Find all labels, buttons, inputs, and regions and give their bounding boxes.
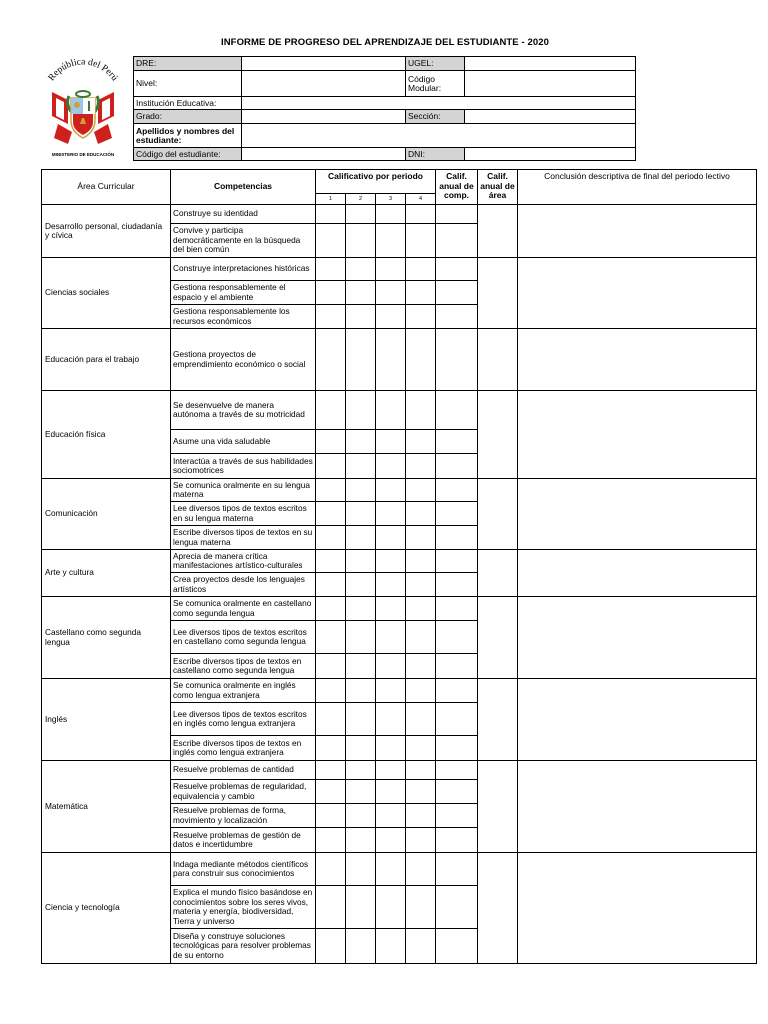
area-name: Educación física bbox=[42, 391, 171, 479]
annual-competency-grade-cell[interactable] bbox=[436, 391, 478, 430]
period-grade-cell[interactable] bbox=[376, 573, 406, 597]
period-grade-cell[interactable] bbox=[376, 597, 406, 621]
annual-competency-grade-cell[interactable] bbox=[436, 654, 478, 679]
apellidos-label: Apellidos y nombres del estudiante: bbox=[134, 124, 242, 148]
period-grade-cell[interactable] bbox=[406, 654, 436, 679]
period-grade-cell[interactable] bbox=[316, 736, 346, 761]
period-grade-cell[interactable] bbox=[376, 305, 406, 329]
annual-competency-grade-cell[interactable] bbox=[436, 573, 478, 597]
period-grade-cell[interactable] bbox=[406, 703, 436, 736]
period-grade-cell[interactable] bbox=[346, 430, 376, 454]
competency-name: Escribe diversos tipos de textos en castellano como segunda lengua bbox=[171, 654, 316, 679]
period-grade-cell[interactable] bbox=[346, 703, 376, 736]
seccion-label: Sección: bbox=[406, 110, 465, 124]
period-grade-cell[interactable] bbox=[316, 430, 346, 454]
competency-name: Convive y participa democráticamente en la búsqueda del bien común bbox=[171, 224, 316, 258]
period-grade-cell[interactable] bbox=[406, 736, 436, 761]
period-grade-cell[interactable] bbox=[406, 224, 436, 258]
conclusion-cell[interactable] bbox=[518, 761, 757, 853]
grades-table bbox=[41, 169, 757, 964]
annual-competency-grade-cell[interactable] bbox=[436, 329, 478, 391]
period-grade-cell[interactable] bbox=[376, 780, 406, 804]
header-calificativo: Calificativo por periodo bbox=[316, 170, 436, 194]
period-grade-cell[interactable] bbox=[376, 736, 406, 761]
annual-competency-grade-cell[interactable] bbox=[436, 804, 478, 828]
period-grade-cell[interactable] bbox=[346, 654, 376, 679]
period-grade-cell[interactable] bbox=[316, 550, 346, 573]
competency-row bbox=[42, 853, 757, 886]
period-grade-cell[interactable] bbox=[316, 479, 346, 502]
period-grade-cell[interactable] bbox=[316, 828, 346, 853]
period-grade-cell[interactable] bbox=[316, 804, 346, 828]
dre-field[interactable] bbox=[242, 57, 406, 71]
period-grade-cell[interactable] bbox=[346, 224, 376, 258]
dre-label: DRE: bbox=[134, 57, 242, 71]
period-grade-cell[interactable] bbox=[346, 526, 376, 550]
period-grade-cell[interactable] bbox=[376, 621, 406, 654]
area-name: Inglés bbox=[42, 679, 171, 761]
period-grade-cell[interactable] bbox=[346, 573, 376, 597]
period-grade-cell[interactable] bbox=[406, 550, 436, 573]
period-grade-cell[interactable] bbox=[406, 679, 436, 703]
annual-competency-grade-cell[interactable] bbox=[436, 597, 478, 621]
area-name: Educación para el trabajo bbox=[42, 329, 171, 391]
annual-area-grade-cell[interactable] bbox=[478, 761, 518, 853]
svg-text:República del Perú: República del Perú bbox=[46, 57, 120, 84]
competency-row bbox=[42, 329, 757, 391]
period-grade-cell[interactable] bbox=[406, 479, 436, 502]
annual-competency-grade-cell[interactable] bbox=[436, 621, 478, 654]
period-grade-cell[interactable] bbox=[316, 502, 346, 526]
dni-field[interactable] bbox=[465, 148, 636, 161]
period-grade-cell[interactable] bbox=[346, 929, 376, 964]
codigo-modular-field[interactable] bbox=[465, 71, 636, 97]
period-grade-cell[interactable] bbox=[316, 573, 346, 597]
period-grade-cell[interactable] bbox=[346, 550, 376, 573]
period-grade-cell[interactable] bbox=[316, 205, 346, 224]
period-grade-cell[interactable] bbox=[376, 258, 406, 281]
conclusion-cell[interactable] bbox=[518, 205, 757, 258]
period-grade-cell[interactable] bbox=[316, 305, 346, 329]
period-grade-cell[interactable] bbox=[316, 454, 346, 479]
period-header: 3 bbox=[376, 194, 406, 205]
period-grade-cell[interactable] bbox=[406, 205, 436, 224]
area-name: Comunicación bbox=[42, 479, 171, 550]
period-grade-cell[interactable] bbox=[346, 828, 376, 853]
annual-area-grade-cell[interactable] bbox=[478, 479, 518, 550]
period-grade-cell[interactable] bbox=[406, 886, 436, 929]
competency-name: Gestiona responsablemente los recursos económicos bbox=[171, 305, 316, 329]
competency-name: Lee diversos tipos de textos escritos en inglés como lengua extranjera bbox=[171, 703, 316, 736]
period-grade-cell[interactable] bbox=[406, 853, 436, 886]
period-grade-cell[interactable] bbox=[376, 391, 406, 430]
conclusion-cell[interactable] bbox=[518, 550, 757, 597]
period-grade-cell[interactable] bbox=[376, 853, 406, 886]
period-grade-cell[interactable] bbox=[346, 886, 376, 929]
conclusion-cell[interactable] bbox=[518, 329, 757, 391]
area-name: Castellano como segunda lengua bbox=[42, 597, 171, 679]
conclusion-cell[interactable] bbox=[518, 853, 757, 964]
period-grade-cell[interactable] bbox=[376, 550, 406, 573]
annual-area-grade-cell[interactable] bbox=[478, 679, 518, 761]
period-grade-cell[interactable] bbox=[346, 479, 376, 502]
annual-competency-grade-cell[interactable] bbox=[436, 205, 478, 224]
period-header: 1 bbox=[316, 194, 346, 205]
period-grade-cell[interactable] bbox=[376, 761, 406, 780]
competency-name: Lee diversos tipos de textos escritos en castellano como segunda lengua bbox=[171, 621, 316, 654]
period-grade-cell[interactable] bbox=[316, 853, 346, 886]
competency-name: Se comunica oralmente en castellano como segunda lengua bbox=[171, 597, 316, 621]
period-grade-cell[interactable] bbox=[316, 526, 346, 550]
annual-competency-grade-cell[interactable] bbox=[436, 281, 478, 305]
competency-row bbox=[42, 761, 757, 780]
competency-row bbox=[42, 205, 757, 224]
annual-area-grade-cell[interactable] bbox=[478, 205, 518, 258]
competency-row bbox=[42, 391, 757, 430]
period-grade-cell[interactable] bbox=[376, 479, 406, 502]
annual-competency-grade-cell[interactable] bbox=[436, 853, 478, 886]
competency-row bbox=[42, 258, 757, 281]
competency-name: Escribe diversos tipos de textos en inglés como lengua extranjera bbox=[171, 736, 316, 761]
period-grade-cell[interactable] bbox=[406, 258, 436, 281]
annual-competency-grade-cell[interactable] bbox=[436, 761, 478, 780]
period-grade-cell[interactable] bbox=[316, 761, 346, 780]
grado-field[interactable] bbox=[242, 110, 406, 124]
area-name: Ciencia y tecnología bbox=[42, 853, 171, 964]
competency-name: Indaga mediante métodos científicos para construir sus conocimientos bbox=[171, 853, 316, 886]
area-name: Arte y cultura bbox=[42, 550, 171, 597]
annual-area-grade-cell[interactable] bbox=[478, 853, 518, 964]
nivel-field[interactable] bbox=[242, 71, 406, 97]
period-grade-cell[interactable] bbox=[376, 454, 406, 479]
annual-competency-grade-cell[interactable] bbox=[436, 679, 478, 703]
competency-row bbox=[42, 679, 757, 703]
ugel-field[interactable] bbox=[465, 57, 636, 71]
competency-name: Crea proyectos desde los lenguajes artísticos bbox=[171, 573, 316, 597]
period-grade-cell[interactable] bbox=[376, 804, 406, 828]
peru-coat-of-arms-logo bbox=[38, 52, 128, 162]
competency-name: Escribe diversos tipos de textos en su lengua materna bbox=[171, 526, 316, 550]
institucion-field[interactable] bbox=[242, 97, 636, 110]
period-grade-cell[interactable] bbox=[346, 502, 376, 526]
period-grade-cell[interactable] bbox=[376, 430, 406, 454]
period-grade-cell[interactable] bbox=[406, 597, 436, 621]
student-info-table bbox=[133, 56, 636, 161]
period-grade-cell[interactable] bbox=[376, 205, 406, 224]
period-grade-cell[interactable] bbox=[406, 391, 436, 430]
competency-name: Diseña y construye soluciones tecnológicas para resolver problemas de su entorno bbox=[171, 929, 316, 964]
period-grade-cell[interactable] bbox=[376, 929, 406, 964]
header-area: Área Curricular bbox=[42, 170, 171, 205]
competency-row bbox=[42, 550, 757, 573]
period-grade-cell[interactable] bbox=[406, 502, 436, 526]
competency-name: Resuelve problemas de forma, movimiento y localización bbox=[171, 804, 316, 828]
period-grade-cell[interactable] bbox=[346, 391, 376, 430]
period-grade-cell[interactable] bbox=[406, 329, 436, 391]
period-grade-cell[interactable] bbox=[406, 305, 436, 329]
annual-competency-grade-cell[interactable] bbox=[436, 929, 478, 964]
period-grade-cell[interactable] bbox=[406, 573, 436, 597]
annual-area-grade-cell[interactable] bbox=[478, 329, 518, 391]
annual-competency-grade-cell[interactable] bbox=[436, 736, 478, 761]
annual-area-grade-cell[interactable] bbox=[478, 391, 518, 479]
period-grade-cell[interactable] bbox=[346, 621, 376, 654]
annual-competency-grade-cell[interactable] bbox=[436, 502, 478, 526]
competency-name: Resuelve problemas de regularidad, equivalencia y cambio bbox=[171, 780, 316, 804]
period-grade-cell[interactable] bbox=[346, 804, 376, 828]
period-grade-cell[interactable] bbox=[406, 828, 436, 853]
competency-name: Construye interpretaciones históricas bbox=[171, 258, 316, 281]
annual-competency-grade-cell[interactable] bbox=[436, 454, 478, 479]
annual-competency-grade-cell[interactable] bbox=[436, 526, 478, 550]
period-grade-cell[interactable] bbox=[376, 224, 406, 258]
annual-area-grade-cell[interactable] bbox=[478, 258, 518, 329]
period-grade-cell[interactable] bbox=[316, 621, 346, 654]
area-name: Desarrollo personal, ciudadanía y cívica bbox=[42, 205, 171, 258]
period-grade-cell[interactable] bbox=[346, 281, 376, 305]
document-title: INFORME DE PROGRESO DEL APRENDIZAJE DEL ESTUDIANTE - 2020 bbox=[220, 37, 550, 48]
competency-name: Lee diversos tipos de textos escritos en su lengua materna bbox=[171, 502, 316, 526]
period-grade-cell[interactable] bbox=[406, 281, 436, 305]
period-grade-cell[interactable] bbox=[406, 430, 436, 454]
competency-name: Gestiona responsablemente el espacio y el ambiente bbox=[171, 281, 316, 305]
period-grade-cell[interactable] bbox=[346, 258, 376, 281]
period-grade-cell[interactable] bbox=[346, 454, 376, 479]
period-grade-cell[interactable] bbox=[346, 329, 376, 391]
competency-name: Se comunica oralmente en su lengua materna bbox=[171, 479, 316, 502]
area-name: Matemática bbox=[42, 761, 171, 853]
annual-competency-grade-cell[interactable] bbox=[436, 430, 478, 454]
period-grade-cell[interactable] bbox=[406, 526, 436, 550]
seccion-field[interactable] bbox=[465, 110, 636, 124]
period-grade-cell[interactable] bbox=[316, 780, 346, 804]
period-grade-cell[interactable] bbox=[346, 853, 376, 886]
header-calif-area: Calif. anual de área bbox=[478, 170, 518, 205]
grades-body bbox=[42, 205, 757, 964]
annual-area-grade-cell[interactable] bbox=[478, 597, 518, 679]
period-grade-cell[interactable] bbox=[316, 258, 346, 281]
period-grade-cell[interactable] bbox=[316, 597, 346, 621]
header-competencias: Competencias bbox=[171, 170, 316, 205]
grado-label: Grado: bbox=[134, 110, 242, 124]
competency-name: Gestiona proyectos de emprendimiento económico o social bbox=[171, 329, 316, 391]
period-grade-cell[interactable] bbox=[406, 761, 436, 780]
period-grade-cell[interactable] bbox=[376, 526, 406, 550]
period-grade-cell[interactable] bbox=[406, 780, 436, 804]
codigo-estudiante-label: Código del estudiante: bbox=[134, 148, 242, 161]
period-grade-cell[interactable] bbox=[316, 929, 346, 964]
annual-competency-grade-cell[interactable] bbox=[436, 886, 478, 929]
annual-competency-grade-cell[interactable] bbox=[436, 224, 478, 258]
competency-name: Resuelve problemas de gestión de datos e incertidumbre bbox=[171, 828, 316, 853]
competency-name: Interactúa a través de sus habilidades sociomotrices bbox=[171, 454, 316, 479]
period-header: 2 bbox=[346, 194, 376, 205]
period-grade-cell[interactable] bbox=[346, 736, 376, 761]
conclusion-cell[interactable] bbox=[518, 258, 757, 329]
annual-area-grade-cell[interactable] bbox=[478, 550, 518, 597]
period-grade-cell[interactable] bbox=[406, 621, 436, 654]
period-grade-cell[interactable] bbox=[316, 281, 346, 305]
period-grade-cell[interactable] bbox=[406, 804, 436, 828]
period-grade-cell[interactable] bbox=[376, 828, 406, 853]
period-grade-cell[interactable] bbox=[376, 654, 406, 679]
period-grade-cell[interactable] bbox=[406, 454, 436, 479]
ugel-label: UGEL: bbox=[406, 57, 465, 71]
competency-row bbox=[42, 479, 757, 502]
period-grade-cell[interactable] bbox=[316, 329, 346, 391]
period-grade-cell[interactable] bbox=[316, 224, 346, 258]
conclusion-cell[interactable] bbox=[518, 479, 757, 550]
period-grade-cell[interactable] bbox=[376, 886, 406, 929]
conclusion-cell[interactable] bbox=[518, 597, 757, 679]
period-header: 4 bbox=[406, 194, 436, 205]
annual-competency-grade-cell[interactable] bbox=[436, 305, 478, 329]
codigo-modular-label: Código Modular: bbox=[406, 71, 465, 97]
annual-competency-grade-cell[interactable] bbox=[436, 550, 478, 573]
annual-competency-grade-cell[interactable] bbox=[436, 780, 478, 804]
competency-name: Aprecia de manera crítica manifestaciones artístico-culturales bbox=[171, 550, 316, 573]
conclusion-cell[interactable] bbox=[518, 679, 757, 761]
apellidos-field[interactable] bbox=[242, 124, 636, 148]
annual-competency-grade-cell[interactable] bbox=[436, 479, 478, 502]
period-grade-cell[interactable] bbox=[346, 305, 376, 329]
logo-caption: MINISTERIO DE EDUCACIÓN bbox=[51, 152, 115, 157]
nivel-label: Nivel: bbox=[134, 71, 242, 97]
period-grade-cell[interactable] bbox=[316, 703, 346, 736]
period-grade-cell[interactable] bbox=[346, 761, 376, 780]
dni-label: DNI: bbox=[406, 148, 465, 161]
annual-competency-grade-cell[interactable] bbox=[436, 703, 478, 736]
period-grade-cell[interactable] bbox=[316, 679, 346, 703]
competency-name: Se comunica oralmente en inglés como lengua extranjera bbox=[171, 679, 316, 703]
period-grade-cell[interactable] bbox=[316, 886, 346, 929]
period-grade-cell[interactable] bbox=[406, 929, 436, 964]
period-grade-cell[interactable] bbox=[376, 703, 406, 736]
header-conclusion: Conclusión descriptiva de final del periodo lectivo bbox=[518, 170, 757, 205]
competency-name: Explica el mundo físico basándose en conocimientos sobre los seres vivos, materia y energía, biodiversidad, Tierra y universo bbox=[171, 886, 316, 929]
competency-name: Se desenvuelve de manera autónoma a través de su motricidad bbox=[171, 391, 316, 430]
period-grade-cell[interactable] bbox=[376, 281, 406, 305]
period-grade-cell[interactable] bbox=[346, 679, 376, 703]
period-grade-cell[interactable] bbox=[376, 329, 406, 391]
competency-name: Resuelve problemas de cantidad bbox=[171, 761, 316, 780]
period-grade-cell[interactable] bbox=[346, 780, 376, 804]
competency-name: Asume una vida saludable bbox=[171, 430, 316, 454]
competency-row bbox=[42, 597, 757, 621]
header-calif-comp: Calif. anual de comp. bbox=[436, 170, 478, 205]
competency-name: Construye su identidad bbox=[171, 205, 316, 224]
annual-competency-grade-cell[interactable] bbox=[436, 258, 478, 281]
conclusion-cell[interactable] bbox=[518, 391, 757, 479]
area-name: Ciencias sociales bbox=[42, 258, 171, 329]
period-grade-cell[interactable] bbox=[346, 597, 376, 621]
period-grade-cell[interactable] bbox=[376, 502, 406, 526]
annual-competency-grade-cell[interactable] bbox=[436, 828, 478, 853]
period-grade-cell[interactable] bbox=[346, 205, 376, 224]
institucion-label: Institución Educativa: bbox=[134, 97, 242, 110]
period-grade-cell[interactable] bbox=[316, 654, 346, 679]
period-grade-cell[interactable] bbox=[376, 679, 406, 703]
codigo-estudiante-field[interactable] bbox=[242, 148, 406, 161]
period-grade-cell[interactable] bbox=[316, 391, 346, 430]
